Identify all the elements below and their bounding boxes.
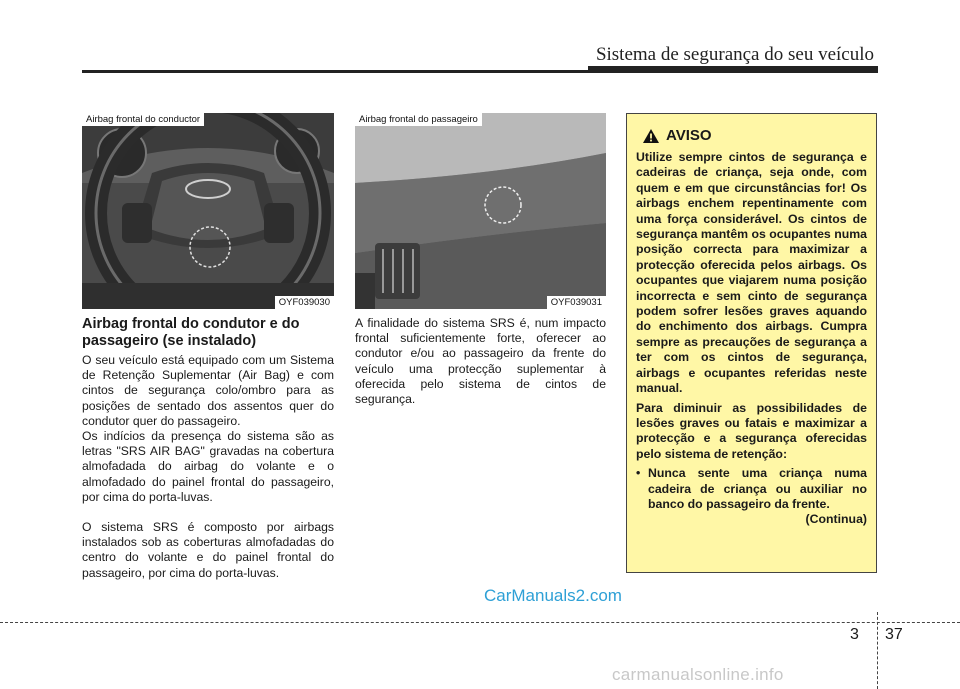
page-header-title: Sistema de segurança do seu veículo (595, 44, 874, 65)
left-paragraph-3: O sistema SRS é composto por airbags instalados sob as coberturas almofadadas do centro do volante e do painel frontal do passageiro, por cima do porta-luvas. (82, 520, 334, 580)
bullet-dot-icon: • (636, 466, 641, 481)
warning-header (642, 122, 867, 150)
steering-wheel-illustration (82, 113, 334, 309)
warning-bullet-text: Nunca sente uma criança numa cadeira de criança ou auxiliar no banco do passageiro da frente. (648, 466, 867, 511)
driver-photo-caption: Airbag frontal do conductor (82, 113, 204, 126)
footer-dashed-rule (0, 622, 960, 623)
left-column-text (82, 353, 334, 581)
driver-airbag-photo (82, 113, 334, 309)
header-rule-accent (588, 66, 878, 73)
watermark-link[interactable]: CarManuals2.com (484, 586, 622, 605)
footer-vertical-rule (877, 612, 878, 689)
dashboard-illustration (355, 113, 606, 309)
warning-paragraph-2: Para diminuir as possibilidades de lesões graves ou fatais e maximizar a protecção e a segurança oferecidas pelo sistema de retenção: (636, 400, 867, 461)
passenger-airbag-photo (355, 113, 606, 309)
passenger-photo-code: OYF039031 (547, 296, 606, 309)
passenger-photo-caption: Airbag frontal do passageiro (355, 113, 482, 126)
left-paragraph-1: O seu veículo está equipado com um Sistema de Retenção Suplementar (Air Bag) e com cintos de segurança colo/ombro para as posições de sentado dos assentos quer do condutor quer do passageiro. (82, 353, 334, 428)
warning-title: AVISO (666, 127, 712, 145)
warning-paragraph-1: Utilize sempre cintos de segurança e cadeiras de criança, seja onde, com quem e em que circunstâncias for! Os airbags enchem repentinamente com uma força considerável. Os cintos de segurança mantêm os ocupantes numa posição correcta para maximizar a protecção oferecida pelos airbags. Os ocupantes que viajarem numa posição incorrecta e sem cinto de segurança podem sofrer lesões graves aquando do enchimento dos airbags. Cumpra sempre as precauções de segurança a ter com os cintos de segurança, airbags e ocupantes referidas neste manual. (636, 150, 867, 396)
middle-column-text (355, 316, 606, 407)
middle-paragraph-1: A finalidade do sistema SRS é, num impacto frontal suficientemente forte, oferecer ao condutor e/ou ao passageiro da frente do veículo uma protecção suplementar à oferecida pelo sistema de cintos de segurança. (355, 316, 606, 407)
footer-site-watermark: carmanualsonline.info (612, 665, 784, 684)
page-number: 37 (885, 626, 903, 643)
driver-photo-code: OYF039030 (275, 296, 334, 309)
warning-continued: (Continua) (805, 512, 867, 527)
section-heading: Airbag frontal do condutor e do passageiro (se instalado) (82, 316, 300, 349)
warning-triangle-icon (642, 128, 660, 144)
warning-box (626, 113, 877, 573)
left-paragraph-2: Os indícios da presença do sistema são as letras "SRS AIR BAG" gravadas na cobertura almofadada do airbag do volante e o almofadado do painel frontal do passageiro, por cima do porta-luvas. (82, 429, 334, 504)
warning-bullet (636, 466, 867, 512)
chapter-number: 3 (850, 626, 859, 643)
